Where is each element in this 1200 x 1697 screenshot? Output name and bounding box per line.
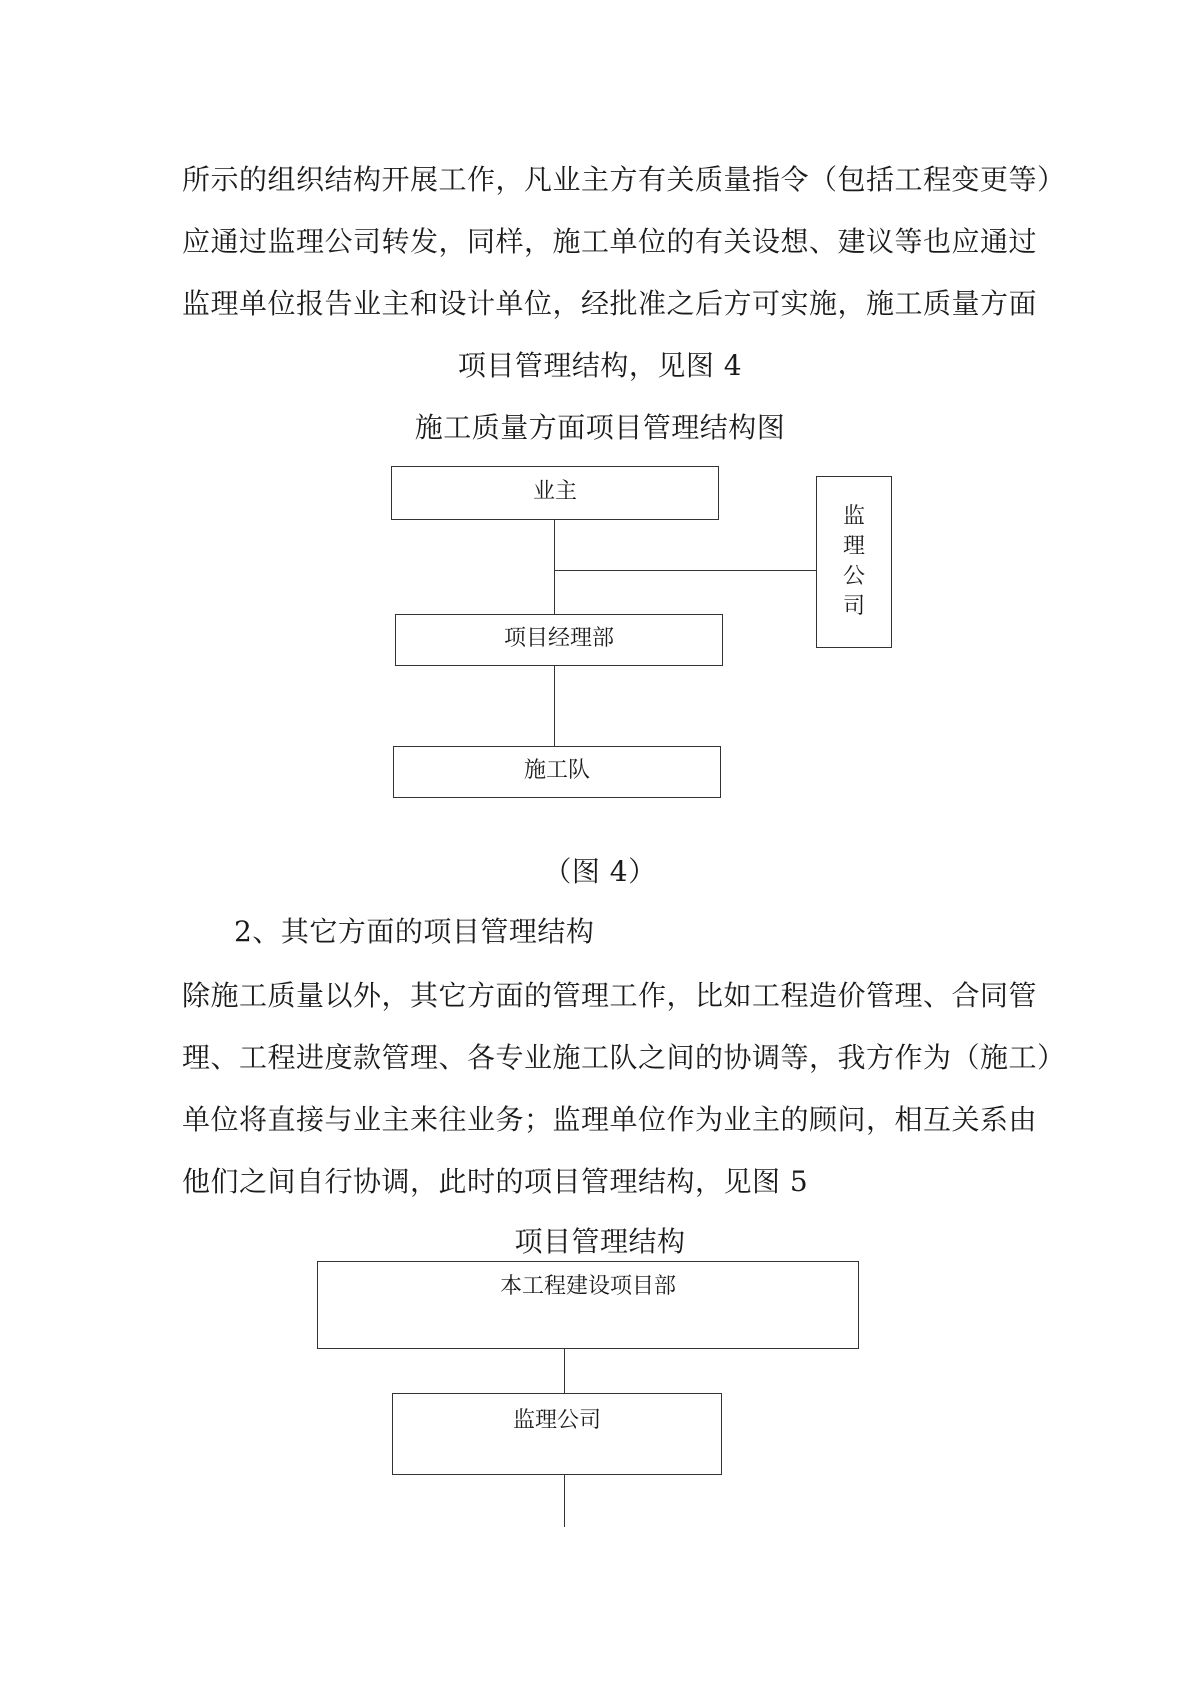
owner-label: 业主 [532, 479, 577, 504]
paragraph-line: 除施工质量以外，其它方面的管理工作，比如工程造价管理、合同管 [182, 979, 1038, 1012]
project-dept-box [317, 1261, 859, 1349]
team-label: 施工队 [523, 758, 590, 783]
connector-line [554, 520, 555, 614]
figure4-caption: （图 4） [543, 855, 657, 888]
supervisor-char: 公 [842, 564, 865, 589]
paragraph-line: 所示的组织结构开展工作，凡业主方有关质量指令（包括工程变更等） [182, 163, 1066, 196]
supervisor-char: 司 [842, 594, 865, 619]
supervisor-char: 监 [842, 504, 865, 529]
figure4-title: 施工质量方面项目管理结构图 [414, 411, 786, 444]
connector-line [554, 570, 816, 571]
paragraph-line: 理、工程进度款管理、各专业施工队之间的协调等，我方作为（施工） [182, 1041, 1066, 1074]
connector-line [554, 666, 555, 746]
paragraph-line: 单位将直接与业主来往业务；监理单位作为业主的顾问，相互关系由 [182, 1103, 1038, 1136]
section-heading: 2、其它方面的项目管理结构 [234, 915, 595, 948]
connector-line [564, 1475, 565, 1527]
project-dept-label: 本工程建设项目部 [499, 1274, 676, 1299]
supervisor-char: 理 [842, 534, 865, 559]
figure5-title: 项目管理结构 [514, 1225, 686, 1258]
team-box [393, 746, 721, 798]
pm-dept-box [395, 614, 723, 666]
paragraph-line: 应通过监理公司转发，同样，施工单位的有关设想、建议等也应通过 [182, 225, 1038, 258]
paragraph-line: 他们之间自行协调，此时的项目管理结构，见图 5 [182, 1165, 809, 1198]
paragraph-line: 项目管理结构，见图 4 [457, 349, 743, 382]
owner-box [391, 466, 719, 520]
supervisor-label: 监理公司 [512, 1408, 601, 1433]
pm-dept-label: 项目经理部 [503, 626, 614, 651]
paragraph-line: 监理单位报告业主和设计单位，经批准之后方可实施，施工质量方面 [182, 287, 1038, 320]
supervisor-box [816, 476, 892, 648]
supervisor-box-2 [392, 1393, 722, 1475]
connector-line [564, 1349, 565, 1393]
